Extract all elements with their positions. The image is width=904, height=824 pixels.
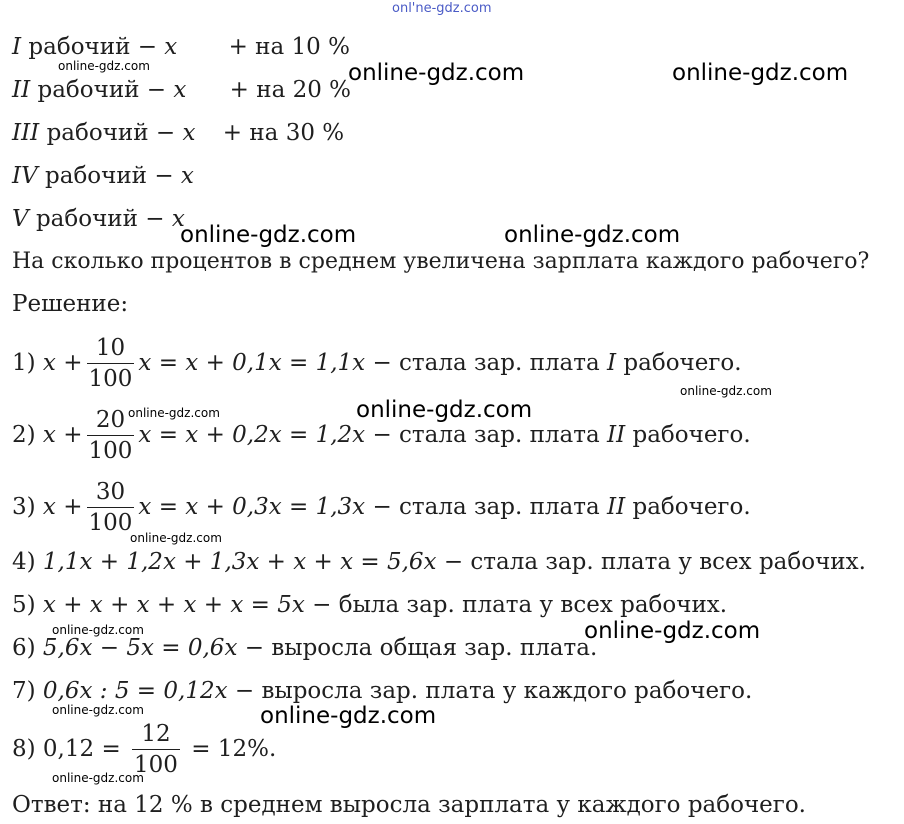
watermark: online-gdz.com (584, 618, 761, 644)
roman-numeral: I (607, 350, 617, 376)
step-expression: = x + 0,2x = 1,2x (151, 422, 366, 448)
step-number: 6) (12, 635, 43, 661)
watermark: online-gdz.com (672, 60, 849, 86)
raise-percent: + на 30 % (222, 120, 345, 146)
worker-label: рабочий − (46, 120, 183, 146)
fraction-numerator: 20 (95, 407, 126, 433)
step-text: − стала зар. плата (365, 422, 607, 448)
worker-label: рабочий − (35, 206, 172, 232)
step-text: − стала зар. плата у всех рабочих. (436, 549, 866, 575)
watermark-small: online-gdz.com (52, 623, 144, 637)
step-number: 7) (12, 678, 43, 704)
watermark: online-gdz.com (356, 397, 533, 423)
step-4 (12, 547, 866, 577)
step-expression: = x + 0,3x = 1,3x (151, 494, 366, 520)
step-expression: = x + 0,1x = 1,1x (151, 350, 366, 376)
fraction-denominator: 100 (87, 435, 135, 463)
step-number: 3) (12, 494, 43, 520)
watermark-small: online-gdz.com (52, 771, 144, 785)
question-text: На сколько процентов в среднем увеличена зарплата каждого рабочего? (12, 249, 870, 274)
raise-percent: + на 10 % (228, 34, 350, 60)
watermark-small: online-gdz.com (130, 531, 222, 545)
step-number: 2) (12, 422, 43, 448)
roman-numeral: V (12, 206, 29, 232)
watermark-small: online-gdz.com (58, 59, 150, 73)
condition-worker-4 (12, 161, 194, 191)
roman-numeral: II (607, 422, 626, 448)
step-expression: 0,6x : 5 = 0,12x (42, 678, 228, 704)
fraction-numerator: 10 (95, 335, 126, 361)
answer-text: Ответ: на 12 % в среднем выросла зарплата у каждого рабочего. (12, 792, 806, 818)
step-expression: 1,1x + 1,2x + 1,3x + x + x = 5,6x (42, 549, 437, 575)
step-number: 1) (12, 350, 43, 376)
step-3: 3) x + $\frac{30}{100}$ x = x + 0,3x = 1,3x − стала зар. плата II рабочего. (12, 479, 751, 536)
watermark: online-gdz.com (260, 703, 437, 729)
roman-numeral: II (12, 77, 31, 103)
roman-numeral: I (12, 34, 22, 60)
watermark-small: online-gdz.com (52, 703, 144, 717)
variable: x (164, 34, 178, 60)
worker-label: рабочий − (28, 34, 165, 60)
condition-worker-2 (12, 75, 351, 105)
step-7 (12, 676, 752, 706)
variable: x (180, 163, 194, 189)
watermark: online-gdz.com (504, 222, 681, 248)
step-5 (12, 590, 727, 620)
step-text-end: рабочего. (625, 494, 751, 520)
step-text: − выросла зар. плата у каждого рабочего. (227, 678, 753, 704)
step-2: 2) x + $\frac{20}{100}$ x = x + 0,2x = 1,2x − стала зар. плата II рабочего. (12, 407, 751, 464)
step-text: − выросла общая зар. плата. (237, 635, 598, 661)
worker-label: рабочий − (37, 77, 174, 103)
fraction-denominator: 100 (87, 363, 135, 391)
condition-worker-3 (12, 118, 344, 148)
step-text: − стала зар. плата (365, 350, 607, 376)
roman-numeral: III (12, 120, 40, 146)
step-1: 1) x + $\frac{10}{100}$ x = x + 0,1x = 1,1x − стала зар. плата I рабочего. (12, 335, 742, 392)
watermark: online-gdz.com (180, 222, 357, 248)
roman-numeral: II (607, 494, 626, 520)
watermark: online-gdz.com (348, 60, 525, 86)
step-text-end: рабочего. (616, 350, 742, 376)
step-text-end: рабочего. (625, 422, 751, 448)
step-text: − была зар. плата у всех рабочих. (304, 592, 728, 618)
raise-percent: + на 20 % (229, 77, 352, 103)
fraction (132, 723, 180, 777)
fraction-numerator: 30 (95, 479, 126, 505)
condition-worker-1 (12, 32, 350, 62)
step-expression: x + x + x + x + x = 5x (42, 592, 305, 618)
watermark-small: online-gdz.com (680, 384, 772, 398)
solution-label: Решение: (12, 291, 129, 317)
variable: x (182, 120, 196, 146)
step-text: − стала зар. плата (365, 494, 607, 520)
fraction-numerator: 12 (141, 721, 171, 747)
watermark-small: online-gdz.com (128, 406, 220, 420)
fraction-denominator: 100 (87, 507, 135, 535)
step-8 (12, 718, 276, 780)
fraction-denominator: 100 (132, 749, 180, 777)
step-6 (12, 633, 597, 663)
roman-numeral: IV (12, 163, 38, 189)
worker-label: рабочий − (45, 163, 181, 189)
fraction (87, 409, 135, 463)
condition-worker-5 (12, 204, 185, 234)
variable: x (173, 77, 187, 103)
step-number: 4) (12, 549, 43, 575)
fraction (87, 481, 135, 535)
step-number: 5) (12, 592, 43, 618)
step-result: = 12%. (183, 736, 277, 762)
step-number: 8) (12, 736, 43, 762)
step-expression: 5,6x − 5x = 0,6x (42, 635, 238, 661)
step-expression: 0,12 = (42, 736, 129, 762)
variable: x (171, 206, 185, 232)
watermark-top: onl'ne-gdz.com (392, 1, 492, 16)
fraction (87, 337, 135, 391)
